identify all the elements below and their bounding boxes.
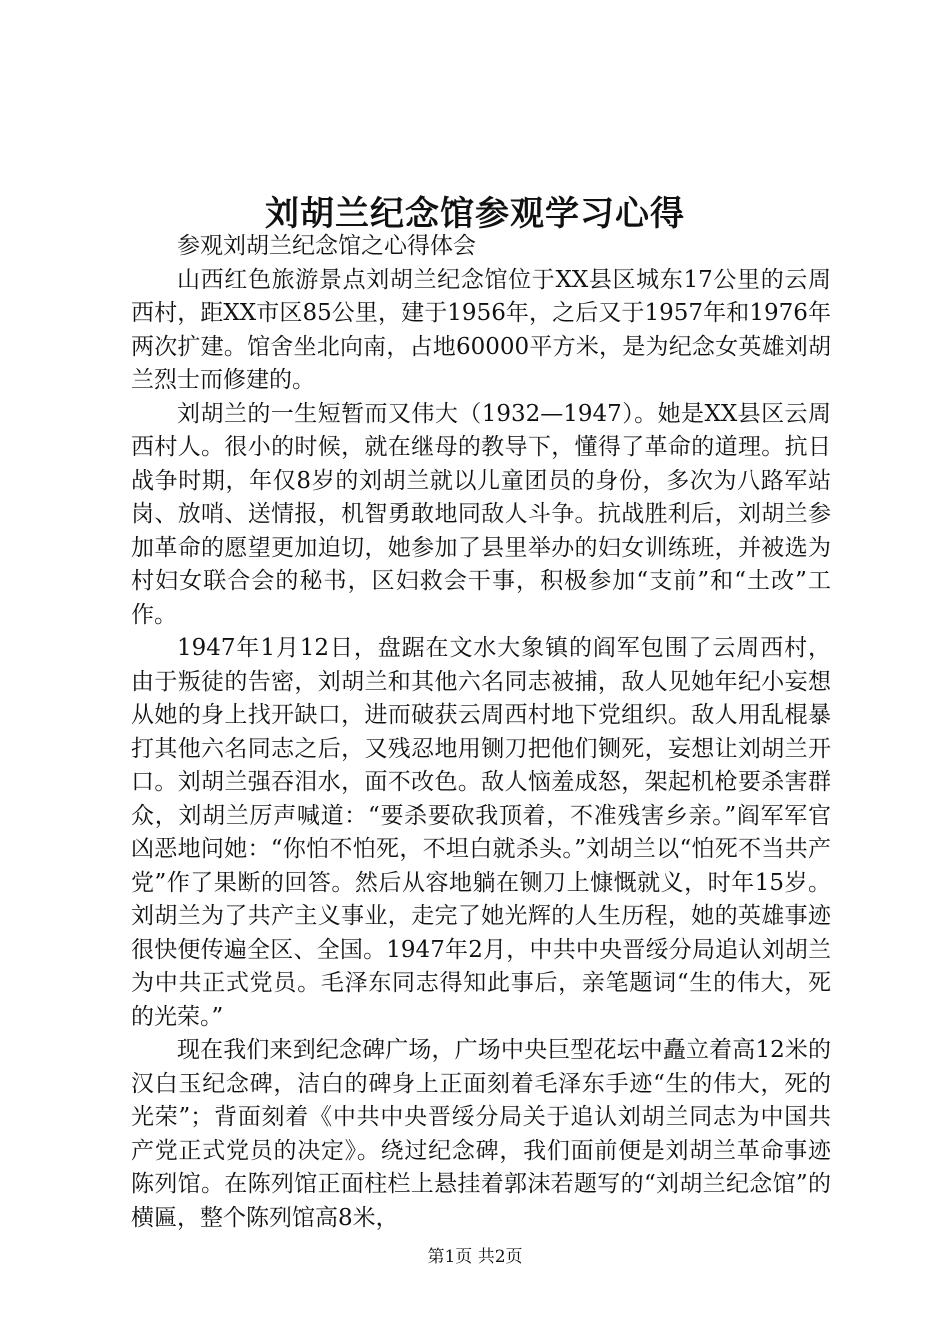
page-footer: 第1页 共2页 xyxy=(427,1247,523,1267)
document-body xyxy=(131,230,831,1235)
document-title: 刘胡兰纪念馆参观学习心得 xyxy=(265,194,685,234)
document-subtitle: 参观刘胡兰纪念馆之心得体会 xyxy=(177,233,476,259)
paragraph-1: 山西红色旅游景点刘胡兰纪念馆位于XX县区城东17公里的云周西村，距XX市区85公里，建于1956年，之后又于1957年和1976年两次扩建。馆舍坐北向南，占地60000平方米，是为纪念女英雄刘胡兰烈士而修建的。 xyxy=(131,266,831,393)
paragraph-4: 现在我们来到纪念碑广场，广场中央巨型花坛中矗立着高12米的汉白玉纪念碑，洁白的碑身上正面刻着毛泽东手迹“生的伟大，死的光荣”；背面刻着《中共中央晋绥分局关于追认刘胡兰同志为中国共产党正式党员的决定》。绕过纪念碑，我们面前便是刘胡兰革命事迹陈列馆。在陈列馆正面柱栏上悬挂着郭沫若题写的“刘胡兰纪念馆”的横匾，整个陈列馆高8米， xyxy=(131,1037,831,1231)
paragraph-2: 刘胡兰的一生短暂而又伟大（1932—1947）。她是XX县区云周西村人。很小的时候，就在继母的教导下，懂得了革命的道理。抗日战争时期，年仅8岁的刘胡兰就以儿童团员的身份，多次为八路军站岗、放哨、送情报，机智勇敢地同敌人斗争。抗战胜利后，刘胡兰参加革命的愿望更加迫切，她参加了县里举办的妇女训练班，并被选为村妇女联合会的秘书，区妇救会干事，积极参加“支前”和“土改”工作。 xyxy=(131,400,831,628)
paragraph-3: 1947年1月12日，盘踞在文水大象镇的阎军包围了云周西村，由于叛徒的告密，刘胡兰和其他六名同志被捕，敌人见她年纪小妄想从她的身上找开缺口，进而破获云周西村地下党组织。敌人用乱棍暴打其他六名同志之后，又残忍地用铡刀把他们铡死，妄想让刘胡兰开口。刘胡兰强吞泪水，面不改色。敌人恼羞成怒，架起机枪要杀害群众，刘胡兰厉声喊道：“要杀要砍我顶着，不准残害乡亲。”阎军军官凶恶地问她：“你怕不怕死，不坦白就杀头。”刘胡兰以“怕死不当共产党”作了果断的回答。然后从容地躺在铡刀上慷慨就义，时年15岁。刘胡兰为了共产主义事业，走完了她光辉的人生历程，她的英雄事迹很快便传遍全区、全国。1947年2月，中共中央晋绥分局追认刘胡兰为中共正式党员。毛泽东同志得知此事后，亲笔题词“生的伟大，死的光荣。” xyxy=(131,635,831,1030)
